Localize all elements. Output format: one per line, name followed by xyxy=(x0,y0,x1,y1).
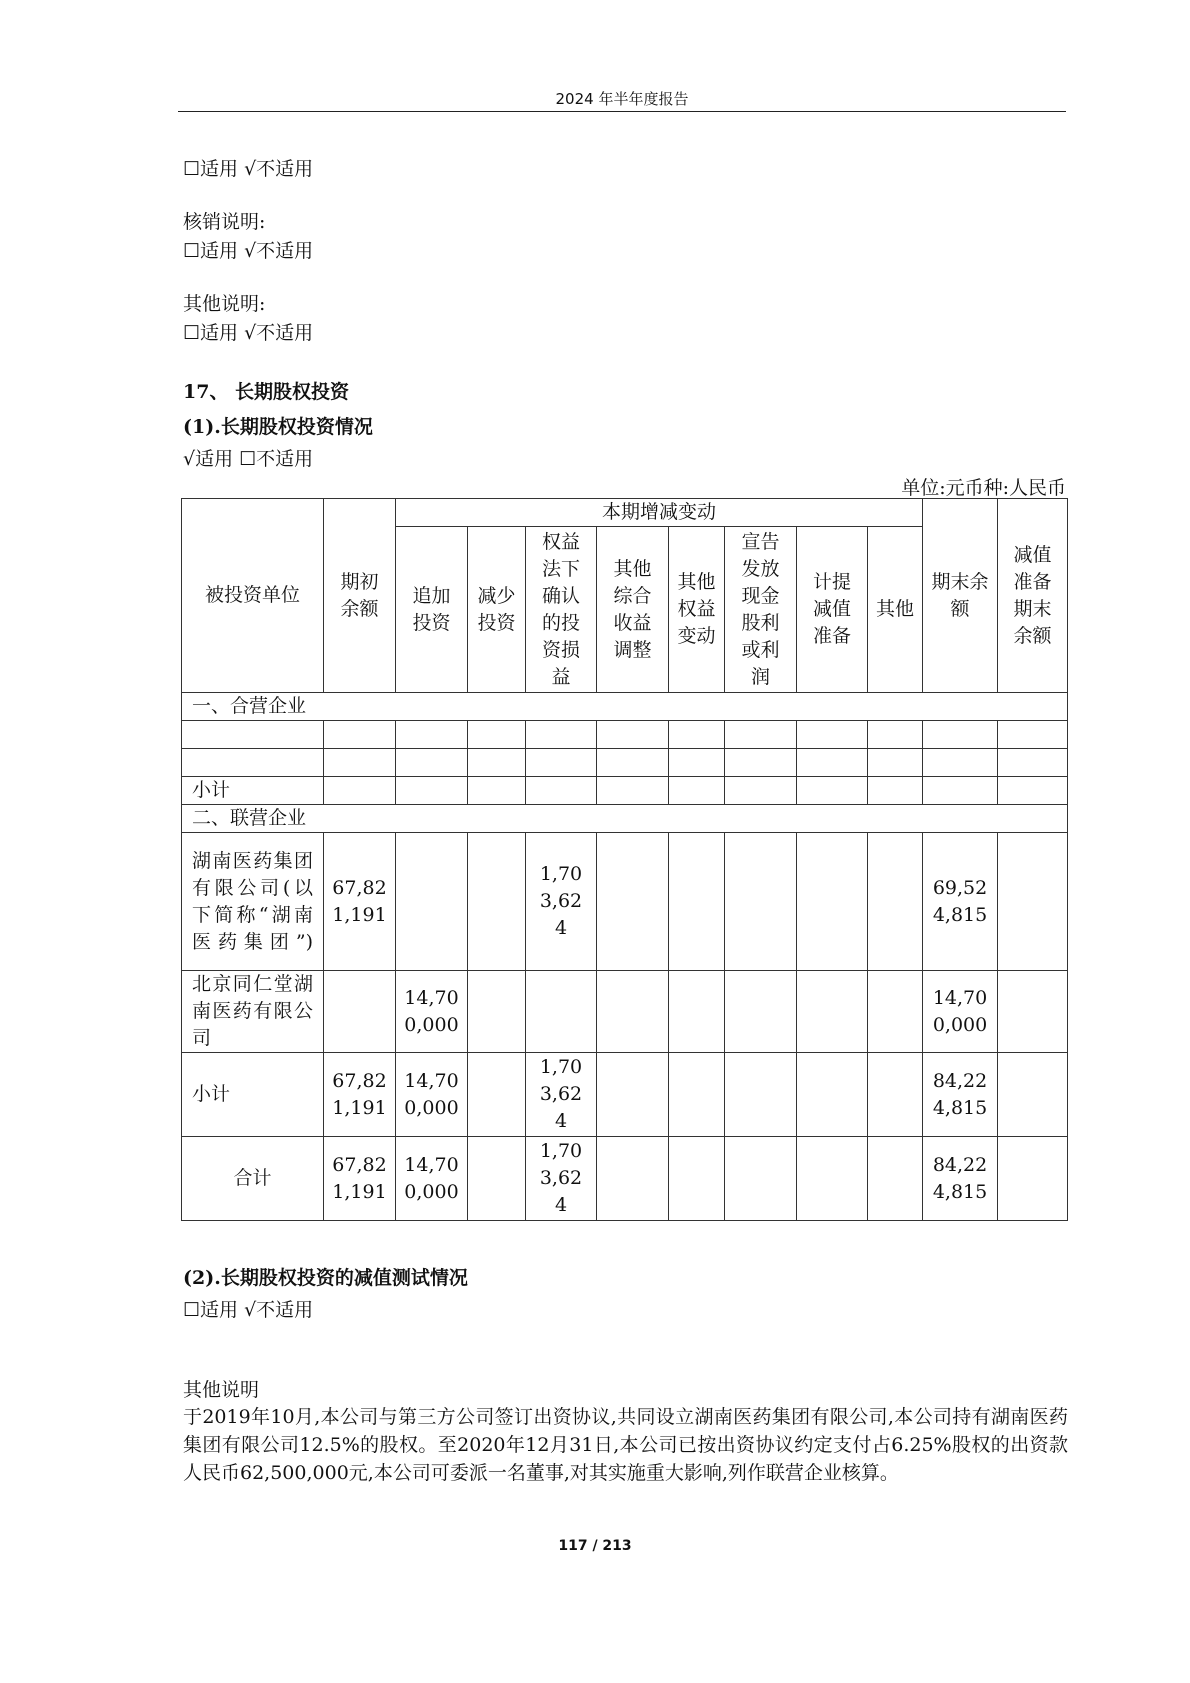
cell-equity: 1,703,624 xyxy=(526,833,597,971)
cell-closing: 69,524,815 xyxy=(923,833,998,971)
cell-closing: 84,224,815 xyxy=(923,1053,998,1137)
cell-add: 14,700,000 xyxy=(396,971,468,1053)
table-row xyxy=(182,777,1068,805)
subsection-1-applicable: √适用 ☐不适用 xyxy=(183,448,314,470)
header-other: 其他 xyxy=(868,527,923,693)
cell-other xyxy=(868,833,923,971)
page-number: 117 / 213 xyxy=(558,1538,632,1554)
assoc-section-label: 二、联营企业 xyxy=(182,805,1068,833)
cell-opening: 67,821,191 xyxy=(324,1137,396,1221)
other-note-label: 其他说明 xyxy=(183,1379,260,1401)
table-row xyxy=(182,971,1068,1053)
subsection-2-title: (2).长期股权投资的减值测试情况 xyxy=(183,1267,468,1289)
total-label: 合计 xyxy=(182,1137,324,1221)
cell-opening xyxy=(324,971,396,1053)
cell-other-equity xyxy=(669,833,725,971)
jv-section-label: 一、合营企业 xyxy=(182,693,1068,721)
cell-impairment xyxy=(797,833,868,971)
cell-equity: 1,703,624 xyxy=(526,1137,597,1221)
assoc-subtotal-label: 小计 xyxy=(182,1053,324,1137)
cell-other xyxy=(868,971,923,1053)
cell-impairment-closing xyxy=(998,833,1068,971)
cell-equity: 1,703,624 xyxy=(526,1053,597,1137)
cell-impairment xyxy=(797,971,868,1053)
header-opening: 期初余额 xyxy=(324,499,396,693)
header-dividend: 宣告发放现金股利或利润 xyxy=(725,527,797,693)
header-impairment-closing: 减值准备期末余额 xyxy=(998,499,1068,693)
page-header: 2024 年半年度报告 xyxy=(555,90,689,108)
header-equity-method: 权益法下确认的投资损益 xyxy=(526,527,597,693)
cell-other-equity xyxy=(669,971,725,1053)
header-closing: 期末余额 xyxy=(923,499,998,693)
jv-subtotal-label: 小计 xyxy=(182,777,324,805)
applicable-line-3: ☐适用 √不适用 xyxy=(183,322,314,344)
header-change-group: 本期增减变动 xyxy=(396,499,923,527)
writeoff-label: 核销说明: xyxy=(183,211,266,233)
applicable-line-2: ☐适用 √不适用 xyxy=(183,240,314,262)
header-add: 追加投资 xyxy=(396,527,468,693)
table-row xyxy=(182,1053,1068,1137)
other-label: 其他说明: xyxy=(183,293,266,315)
investee-name: 湖南医药集团有限公司(以下简称“湖南医药集团”) xyxy=(182,833,324,971)
header-reduce: 减少投资 xyxy=(468,527,526,693)
cell-opening: 67,821,191 xyxy=(324,1053,396,1137)
unit-label: 单位:元币种:人民币 xyxy=(901,477,1066,499)
cell-reduce xyxy=(468,971,526,1053)
cell-dividend xyxy=(725,971,797,1053)
cell-impairment-closing xyxy=(998,971,1068,1053)
subsection-2-applicable: ☐适用 √不适用 xyxy=(183,1299,314,1321)
cell-equity xyxy=(526,971,597,1053)
header-oci: 其他综合收益调整 xyxy=(597,527,669,693)
cell-reduce xyxy=(468,833,526,971)
header-rule xyxy=(178,111,1066,112)
other-note-text: 于2019年10月,本公司与第三方公司签订出资协议,共同设立湖南医药集团有限公司,本公司持有湖南医药集团有限公司12.5%的股权。至2020年12月31日,本公司已按出资协议约定支付占6.25%股权的出资款人民币62,500,000元,本公司可委派一名董事,对其实施重大影响,列作联营企业核算。 xyxy=(183,1406,1068,1484)
table-row xyxy=(182,749,1068,777)
cell-oci xyxy=(597,833,669,971)
header-investee: 被投资单位 xyxy=(182,499,324,693)
cell-add xyxy=(396,833,468,971)
cell-dividend xyxy=(725,833,797,971)
section-title: 17、 长期股权投资 xyxy=(183,381,350,403)
table-row xyxy=(182,1137,1068,1221)
cell-closing: 14,700,000 xyxy=(923,971,998,1053)
investment-table xyxy=(181,498,1068,1221)
header-other-equity: 其他权益变动 xyxy=(669,527,725,693)
cell-closing: 84,224,815 xyxy=(923,1137,998,1221)
table-row xyxy=(182,833,1068,971)
subsection-1-title: (1).长期股权投资情况 xyxy=(183,416,373,438)
cell-add: 14,700,000 xyxy=(396,1137,468,1221)
table-row xyxy=(182,721,1068,749)
header-impairment: 计提减值准备 xyxy=(797,527,868,693)
applicable-line-1: ☐适用 √不适用 xyxy=(183,158,314,180)
investee-name: 北京同仁堂湖南医药有限公司 xyxy=(182,971,324,1053)
cell-opening: 67,821,191 xyxy=(324,833,396,971)
cell-oci xyxy=(597,971,669,1053)
cell-add: 14,700,000 xyxy=(396,1053,468,1137)
